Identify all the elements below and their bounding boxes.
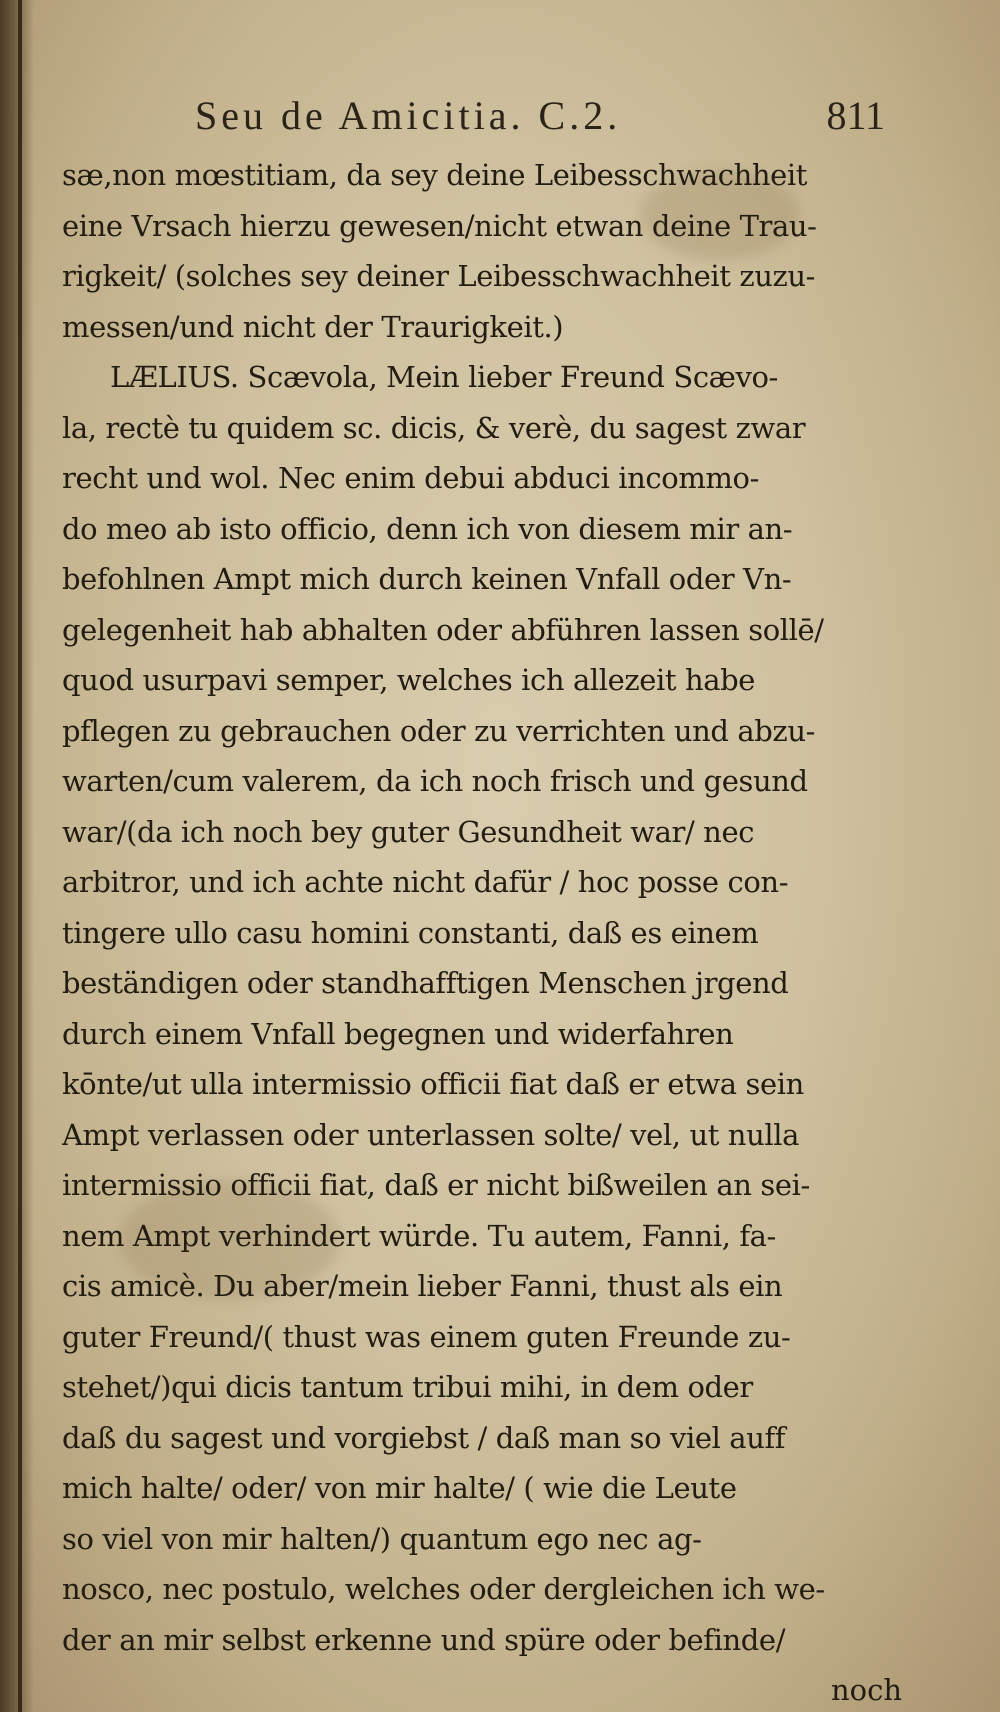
text-line: recht und wol. Nec enim debui abduci incommo- [62,461,759,495]
gutter-shadow [0,0,34,1712]
text-line: pflegen zu gebrauchen oder zu verrichten und abzu- [62,713,815,748]
text-line: gelegenheit hab abhalten oder abführen lassen sollē/ [62,612,824,647]
catchword: noch [830,1673,902,1707]
text-line: la, rectè tu quidem sc. dicis, & verè, du sagest zwar [62,410,806,445]
text-line: messen/und nicht der Traurigkeit.) [62,309,564,344]
text-line: Ampt verlassen oder unterlassen solte/ vel, ut nulla [62,1117,799,1152]
text-line: sæ,non mœstitiam, da sey deine Leibesschwachheit [62,158,808,192]
text-line: guter Freund/( thust was einem guten Freunde zu- [62,1319,791,1354]
text-line: stehet/)qui dicis tantum tribui mihi, in dem oder [62,1370,753,1404]
text-line: kōnte/ut ulla intermissio officii fiat daß er etwa sein [62,1067,804,1101]
text-line: der an mir selbst erkenne und spüre oder befinde/ [62,1622,786,1657]
text-line: war/(da ich noch bey guter Gesundheit war/ nec [62,814,755,849]
text-line: beständigen oder standhafftigen Menschen jrgend [62,966,789,1000]
text-line: durch einem Vnfall begegnen und widerfahren [62,1016,734,1051]
body-text [62,150,902,1712]
text-line: nosco, nec postulo, welches oder dergleichen ich we- [62,1572,825,1606]
text-line: intermissio officii fiat, daß er nicht bißweilen an sei- [62,1168,810,1202]
text-line: daß du sagest und vorgiebst / daß man so viel auff [62,1420,786,1455]
binding-edge [18,0,22,1712]
page-header [195,92,885,144]
text-line: tingere ullo casu homini constanti, daß es einem [62,915,759,950]
text-line: cis amicè. Du aber/mein lieber Fanni, thust als ein [62,1269,783,1303]
text-line: so viel von mir halten/) quantum ego nec ag- [62,1521,702,1556]
text-line: nem Ampt verhindert würde. Tu autem, Fanni, fa- [62,1218,776,1253]
text-line: mich halte/ oder/ von mir halte/ ( wie die Leute [62,1471,737,1505]
text-line: do meo ab isto officio, denn ich von diesem mir an- [62,511,793,546]
text-line: rigkeit/ (solches sey deiner Leibesschwachheit zuzu- [62,259,816,293]
text-line: warten/cum valerem, da ich noch frisch und gesund [62,764,808,798]
running-title: Seu de Amicitia. C.2. [195,93,622,138]
text-line: eine Vrsach hierzu gewesen/nicht etwan deine Trau- [62,208,817,243]
page-number: 811 [826,93,885,138]
text-line: befohlnen Ampt mich durch keinen Vnfall oder Vn- [62,562,792,596]
text-line: quod usurpavi semper, welches ich allezeit habe [62,663,756,697]
text-line: LÆLIUS. Scævola, Mein lieber Freund Scævo- [110,360,778,394]
text-line: arbitror, und ich achte nicht dafür / hoc posse con- [62,865,789,899]
